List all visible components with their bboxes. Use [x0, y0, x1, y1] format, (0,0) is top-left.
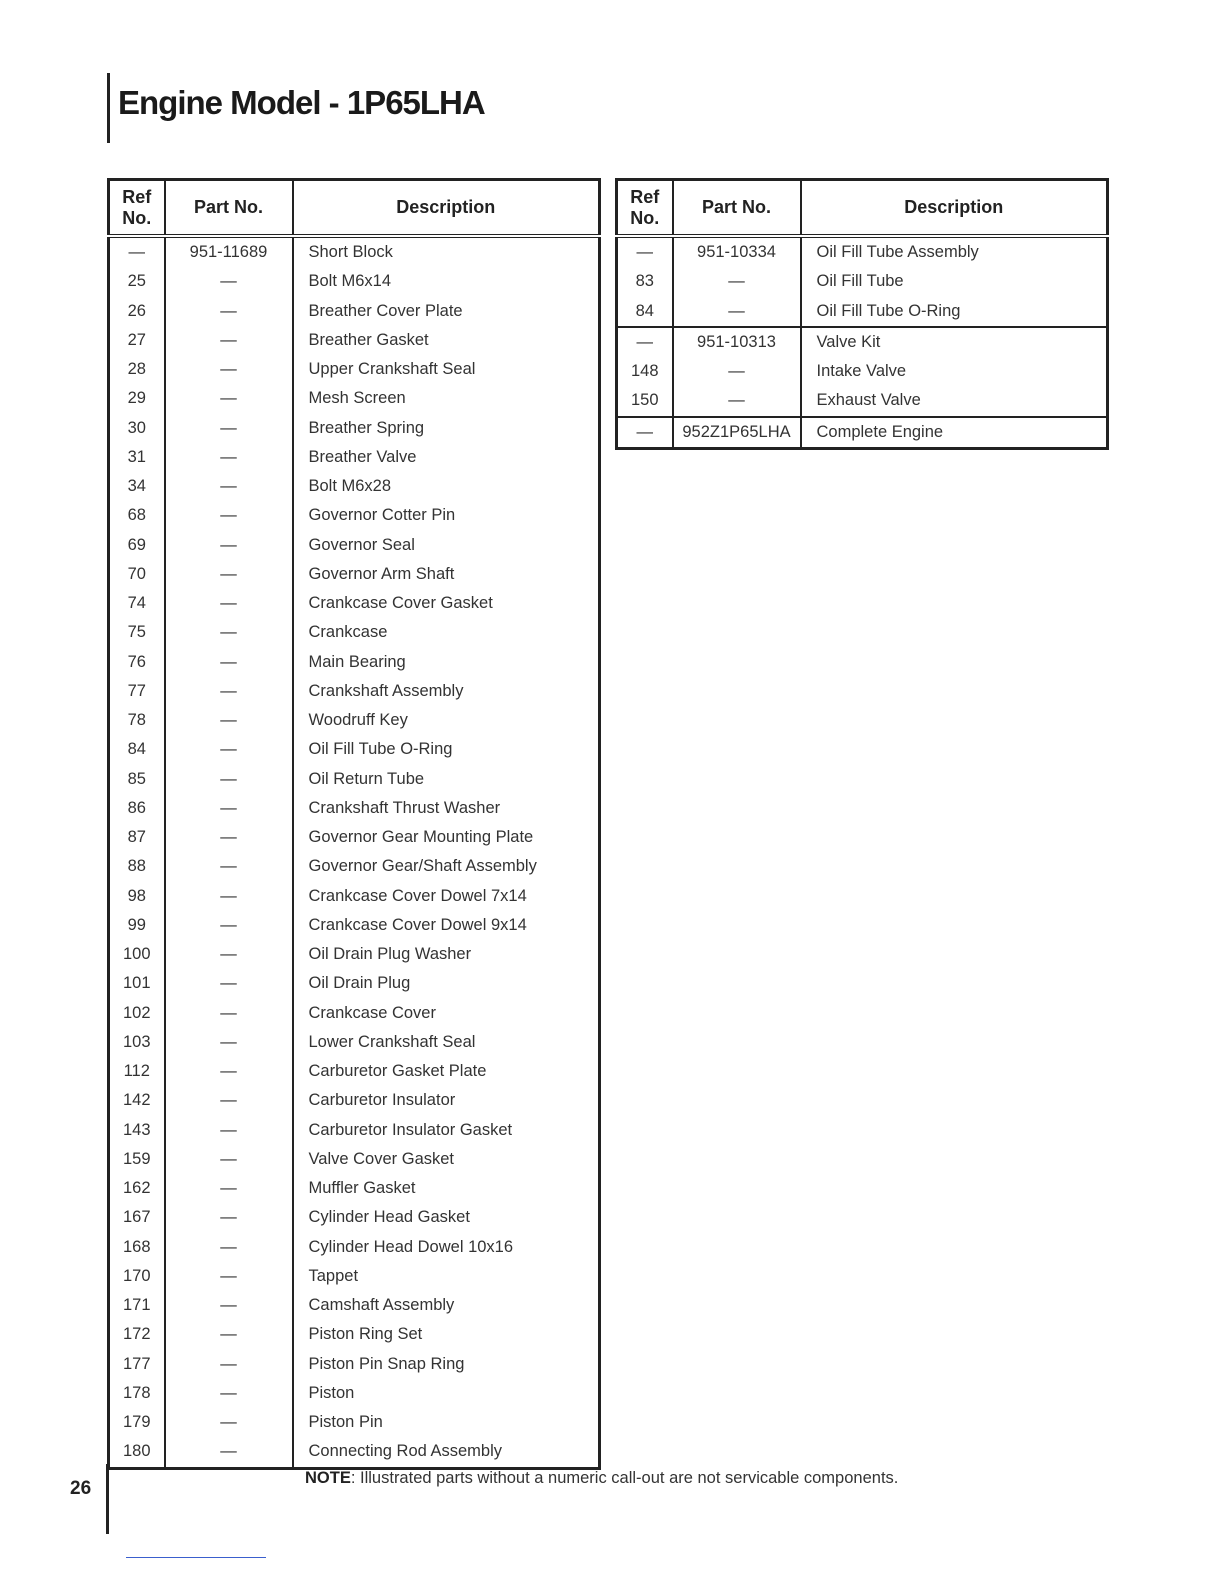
description-cell: Main Bearing [293, 648, 600, 677]
part-no-cell: — [165, 443, 293, 472]
part-no-cell: — [165, 326, 293, 355]
part-no-cell: — [165, 706, 293, 735]
description-cell: Oil Fill Tube O-Ring [293, 735, 600, 764]
part-no-cell: — [165, 1057, 293, 1086]
part-no-cell: — [673, 297, 801, 327]
ref-no-cell: 168 [109, 1233, 165, 1262]
part-no-cell: — [165, 882, 293, 911]
description-cell: Breather Spring [293, 414, 600, 443]
ref-no-cell: 112 [109, 1057, 165, 1086]
parts-table-left-body [109, 236, 600, 1468]
part-no-cell: — [673, 267, 801, 296]
table-row [109, 677, 600, 706]
description-cell: Crankshaft Assembly [293, 677, 600, 706]
table-row [109, 794, 600, 823]
ref-no-header [617, 180, 673, 237]
ref-no-cell: 29 [109, 384, 165, 413]
description-cell: Woodruff Key [293, 706, 600, 735]
ref-no-cell: 74 [109, 589, 165, 618]
part-no-cell: — [165, 735, 293, 764]
description-cell: Oil Drain Plug Washer [293, 940, 600, 969]
ref-no-cell: 85 [109, 765, 165, 794]
ref-header-line1: Ref [630, 186, 660, 207]
ref-no-cell: 27 [109, 326, 165, 355]
description-cell: Valve Kit [801, 327, 1108, 357]
ref-no-cell: — [109, 236, 165, 267]
part-no-cell: — [165, 589, 293, 618]
part-no-cell: — [165, 1233, 293, 1262]
table-row [109, 1203, 600, 1232]
part-no-cell: — [165, 648, 293, 677]
ref-no-cell: 34 [109, 472, 165, 501]
table-row [109, 1350, 600, 1379]
table-row [109, 1291, 600, 1320]
ref-no-cell: 178 [109, 1379, 165, 1408]
part-no-cell: — [165, 414, 293, 443]
ref-header-line2: No. [630, 207, 660, 228]
table-row [109, 501, 600, 530]
description-cell: Oil Fill Tube Assembly [801, 236, 1108, 267]
table-row [109, 384, 600, 413]
footnote [305, 1469, 898, 1488]
ref-no-cell: 148 [617, 357, 673, 386]
ref-header-line2: No. [122, 207, 152, 228]
description-cell: Complete Engine [801, 417, 1108, 449]
description-cell: Breather Gasket [293, 326, 600, 355]
description-cell: Oil Fill Tube [801, 267, 1108, 296]
ref-no-cell: 167 [109, 1203, 165, 1232]
table-row [109, 1408, 600, 1437]
table-row [109, 472, 600, 501]
part-no-cell: — [165, 472, 293, 501]
description-cell: Piston Pin Snap Ring [293, 1350, 600, 1379]
ref-no-cell: 75 [109, 618, 165, 647]
ref-header-line1: Ref [122, 186, 152, 207]
ref-no-cell: 78 [109, 706, 165, 735]
ref-no-cell: 25 [109, 267, 165, 296]
part-no-cell: — [165, 969, 293, 998]
part-no-cell: 951-11689 [165, 236, 293, 267]
ref-no-cell: 69 [109, 531, 165, 560]
table-row [109, 1086, 600, 1115]
description-cell: Piston Ring Set [293, 1320, 600, 1349]
part-no-cell: — [165, 794, 293, 823]
description-cell: Breather Cover Plate [293, 297, 600, 326]
table-row [617, 357, 1108, 386]
description-cell: Piston Pin [293, 1408, 600, 1437]
page-title: Engine Model - 1P65LHA [118, 84, 485, 121]
table-row [617, 417, 1108, 449]
part-no-header: Part No. [165, 180, 293, 237]
description-cell: Piston [293, 1379, 600, 1408]
table-row [109, 618, 600, 647]
ref-no-cell: 100 [109, 940, 165, 969]
description-cell: Oil Fill Tube O-Ring [801, 297, 1108, 327]
part-no-cell: — [165, 999, 293, 1028]
part-no-cell: 951-10313 [673, 327, 801, 357]
ref-no-cell: 172 [109, 1320, 165, 1349]
description-cell: Governor Gear/Shaft Assembly [293, 852, 600, 881]
ref-no-cell: 101 [109, 969, 165, 998]
table-header-row [109, 180, 600, 237]
ref-no-cell: 86 [109, 794, 165, 823]
description-header: Description [293, 180, 600, 237]
part-no-cell: — [165, 1291, 293, 1320]
table-row [109, 648, 600, 677]
table-row [617, 267, 1108, 296]
table-row [109, 999, 600, 1028]
table-row [109, 706, 600, 735]
description-cell: Governor Arm Shaft [293, 560, 600, 589]
part-no-cell: — [165, 823, 293, 852]
table-row [109, 852, 600, 881]
part-no-cell: — [165, 384, 293, 413]
description-cell: Governor Cotter Pin [293, 501, 600, 530]
table-row [109, 589, 600, 618]
table-row [617, 297, 1108, 327]
ref-no-cell: 159 [109, 1145, 165, 1174]
parts-table-right [615, 178, 1109, 450]
ref-no-cell: 70 [109, 560, 165, 589]
part-no-cell: — [165, 531, 293, 560]
table-row [109, 1174, 600, 1203]
part-no-cell: — [165, 1203, 293, 1232]
ref-no-cell: 30 [109, 414, 165, 443]
part-no-cell: — [165, 618, 293, 647]
description-cell: Upper Crankshaft Seal [293, 355, 600, 384]
table-row [109, 1028, 600, 1057]
part-no-cell: — [165, 940, 293, 969]
table-row [109, 882, 600, 911]
ref-no-cell: 77 [109, 677, 165, 706]
table-row [109, 236, 600, 267]
description-cell: Crankcase Cover Gasket [293, 589, 600, 618]
part-no-cell: 951-10334 [673, 236, 801, 267]
title-rule [107, 73, 110, 143]
description-cell: Governor Gear Mounting Plate [293, 823, 600, 852]
description-cell: Crankcase Cover Dowel 9x14 [293, 911, 600, 940]
part-no-cell: — [165, 1408, 293, 1437]
table-row [109, 355, 600, 384]
note-label: NOTE [305, 1469, 351, 1487]
table-row [109, 765, 600, 794]
table-row [109, 267, 600, 296]
ref-no-cell: 28 [109, 355, 165, 384]
ref-no-cell: 171 [109, 1291, 165, 1320]
description-cell: Oil Drain Plug [293, 969, 600, 998]
description-cell: Camshaft Assembly [293, 1291, 600, 1320]
table-row [109, 1233, 600, 1262]
part-no-cell: — [165, 1028, 293, 1057]
ref-no-cell: 142 [109, 1086, 165, 1115]
description-cell: Intake Valve [801, 357, 1108, 386]
description-cell: Bolt M6x14 [293, 267, 600, 296]
table-row [109, 1379, 600, 1408]
description-cell: Breather Valve [293, 443, 600, 472]
part-no-cell: — [165, 1320, 293, 1349]
ref-no-cell: — [617, 327, 673, 357]
description-cell: Crankcase [293, 618, 600, 647]
part-no-header: Part No. [673, 180, 801, 237]
table-row [109, 560, 600, 589]
part-no-cell: — [165, 355, 293, 384]
ref-no-cell: 162 [109, 1174, 165, 1203]
description-cell: Crankcase Cover [293, 999, 600, 1028]
ref-no-cell: 102 [109, 999, 165, 1028]
parts-table-left [107, 178, 601, 1470]
part-no-cell: — [165, 1145, 293, 1174]
part-no-cell: — [165, 1174, 293, 1203]
description-cell: Muffler Gasket [293, 1174, 600, 1203]
table-row [109, 531, 600, 560]
description-cell: Governor Seal [293, 531, 600, 560]
description-cell: Bolt M6x28 [293, 472, 600, 501]
ref-no-cell: — [617, 417, 673, 449]
table-row [109, 1116, 600, 1145]
ref-no-cell: 84 [109, 735, 165, 764]
table-row [109, 1262, 600, 1291]
part-no-cell: — [165, 1116, 293, 1145]
table-row [109, 1057, 600, 1086]
table-row [109, 823, 600, 852]
table-row [617, 327, 1108, 357]
description-cell: Exhaust Valve [801, 386, 1108, 416]
description-cell: Short Block [293, 236, 600, 267]
part-no-cell: — [165, 1350, 293, 1379]
table-row [109, 297, 600, 326]
ref-no-cell: 179 [109, 1408, 165, 1437]
part-no-cell: — [165, 911, 293, 940]
part-no-cell: — [165, 765, 293, 794]
table-row [109, 414, 600, 443]
description-cell: Carburetor Insulator [293, 1086, 600, 1115]
table-header-row [617, 180, 1108, 237]
description-cell: Cylinder Head Gasket [293, 1203, 600, 1232]
ref-no-cell: 170 [109, 1262, 165, 1291]
description-cell: Cylinder Head Dowel 10x16 [293, 1233, 600, 1262]
ref-no-cell: — [617, 236, 673, 267]
ref-no-cell: 99 [109, 911, 165, 940]
part-no-cell: — [165, 1437, 293, 1468]
part-no-cell: — [165, 1086, 293, 1115]
table-row [109, 326, 600, 355]
table-row [109, 1320, 600, 1349]
ref-no-cell: 88 [109, 852, 165, 881]
ref-no-cell: 177 [109, 1350, 165, 1379]
part-no-cell: — [165, 297, 293, 326]
part-no-cell: — [165, 852, 293, 881]
part-no-cell: 952Z1P65LHA [673, 417, 801, 449]
ref-no-cell: 143 [109, 1116, 165, 1145]
ref-no-cell: 180 [109, 1437, 165, 1468]
table-row [109, 1437, 600, 1468]
description-cell: Carburetor Gasket Plate [293, 1057, 600, 1086]
ref-no-cell: 98 [109, 882, 165, 911]
description-cell: Lower Crankshaft Seal [293, 1028, 600, 1057]
parts-table-right-body [617, 236, 1108, 448]
part-no-cell: — [673, 386, 801, 416]
table-row [109, 940, 600, 969]
ref-no-cell: 31 [109, 443, 165, 472]
part-no-cell: — [673, 357, 801, 386]
description-cell: Carburetor Insulator Gasket [293, 1116, 600, 1145]
table-row [617, 236, 1108, 267]
ref-no-header [109, 180, 165, 237]
table-row [109, 443, 600, 472]
ref-no-cell: 84 [617, 297, 673, 327]
description-cell: Oil Return Tube [293, 765, 600, 794]
description-cell: Crankcase Cover Dowel 7x14 [293, 882, 600, 911]
page-number: 26 [70, 1478, 92, 1499]
description-cell: Crankshaft Thrust Washer [293, 794, 600, 823]
description-cell: Connecting Rod Assembly [293, 1437, 600, 1468]
table-row [109, 911, 600, 940]
footer-rule [106, 1464, 109, 1534]
description-cell: Tappet [293, 1262, 600, 1291]
table-row [109, 969, 600, 998]
part-no-cell: — [165, 267, 293, 296]
description-cell: Valve Cover Gasket [293, 1145, 600, 1174]
note-text: : Illustrated parts without a numeric call-out are not servicable components. [350, 1469, 899, 1487]
ref-no-cell: 83 [617, 267, 673, 296]
table-row [617, 386, 1108, 416]
part-no-cell: — [165, 1379, 293, 1408]
table-row [109, 735, 600, 764]
part-no-cell: — [165, 501, 293, 530]
ref-no-cell: 87 [109, 823, 165, 852]
ref-no-cell: 150 [617, 386, 673, 416]
ref-no-cell: 76 [109, 648, 165, 677]
part-no-cell: — [165, 677, 293, 706]
part-no-cell: — [165, 1262, 293, 1291]
table-row [109, 1145, 600, 1174]
bottom-link-underline [126, 1557, 266, 1558]
ref-no-cell: 68 [109, 501, 165, 530]
description-cell: Mesh Screen [293, 384, 600, 413]
ref-no-cell: 26 [109, 297, 165, 326]
part-no-cell: — [165, 560, 293, 589]
ref-no-cell: 103 [109, 1028, 165, 1057]
description-header: Description [801, 180, 1108, 237]
